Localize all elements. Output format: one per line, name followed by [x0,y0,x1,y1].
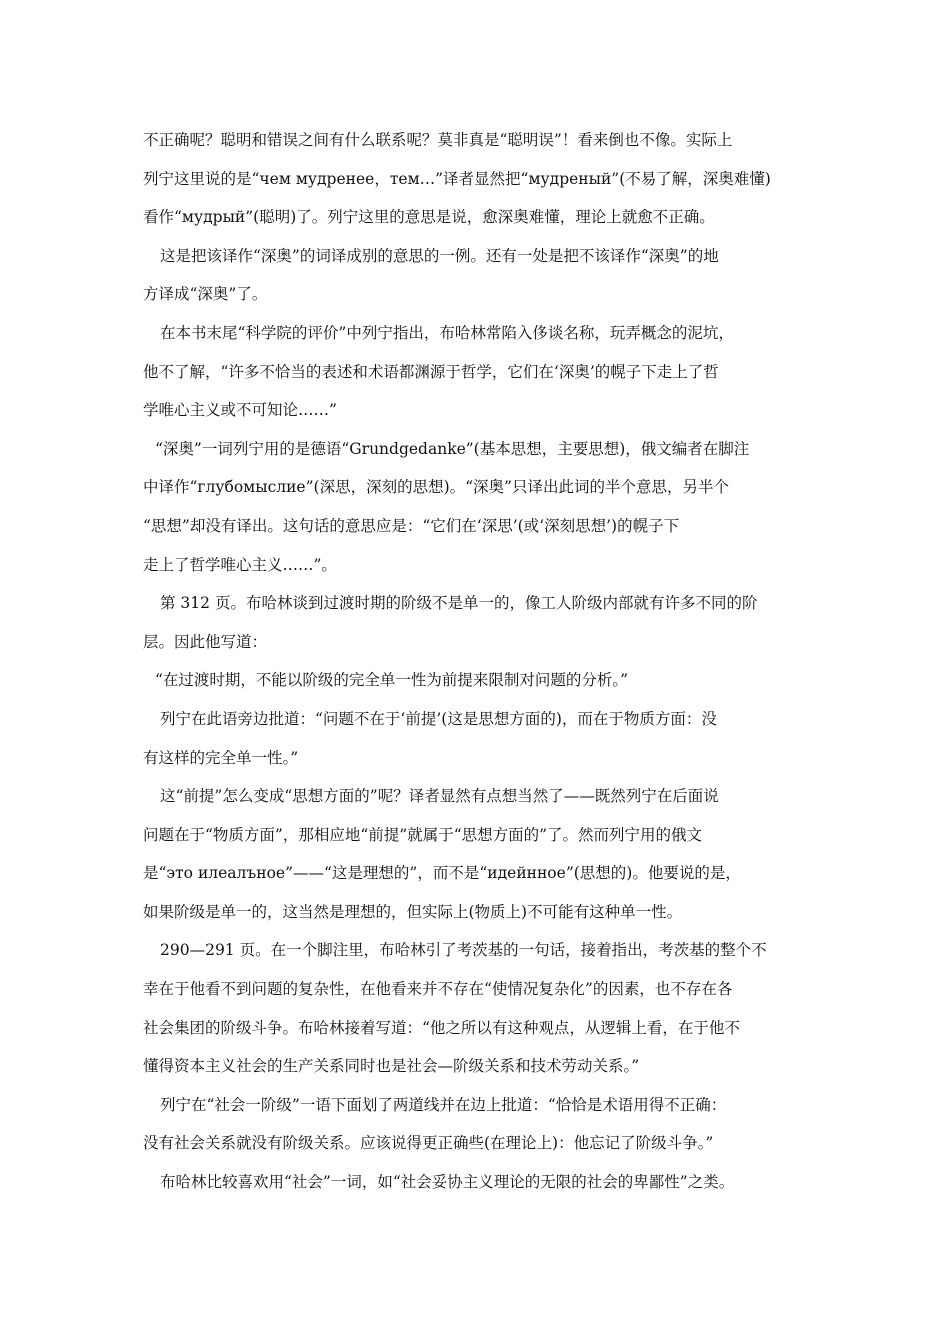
text-line-8: 学唯心主义或不可知论……” [143,401,337,420]
text-line-22: 290—291 页。在一个脚注里，布哈林引了考茨基的一句话，接着指出，考茨基的整个不 [160,941,767,960]
text-line-2: 列宁这里说的是“чем мудренее，тем…”译者显然把“мудреный”(不易了解，深奥难懂) [143,169,771,188]
text-line-26: 列宁在“社会一阶级”一语下面划了两道线并在边上批道：“恰恰是术语用得不正确： [160,1095,727,1114]
text-line-7: 他不了解，“许多不恰当的表述和术语都渊源于哲学，它们在‘深奥’的幌子下走上了哲 [143,362,719,381]
text-line-9: “深奥”一词列宁用的是德语“Grundgedanke”(基本思想，主要思想)，俄文编者在脚注 [155,439,750,458]
text-line-17: 有这样的完全单一性。” [143,748,299,767]
text-line-16: 列宁在此语旁边批道：“问题不在于‘前提’(这是思想方面的)，而在于物质方面：没 [160,709,717,728]
text-line-10: 中译作“глубомыслие”(深思，深刻的思想)。“深奥”只译出此词的半个意思，另半个 [143,478,729,497]
text-line-14: 层。因此他写道： [143,632,268,651]
text-line-1: 不正确呢？聪明和错误之间有什么联系呢？莫非真是“聪明误”！看来倒也不像。实际上 [143,131,733,149]
text-line-15: “在过渡时期，不能以阶级的完全单一性为前提来限制对问题的分析。” [155,671,629,690]
text-line-23: 幸在于他看不到问题的复杂性，在他看来并不存在“使情况复杂化”的因素，也不存在各 [143,980,733,999]
text-line-24: 社会集团的阶级斗争。布哈林接着写道：“他之所以有这种观点，从逻辑上看，在于他不 [143,1018,740,1037]
text-line-3: 看作“мудрый”(聪明)了。列宁这里的意思是说，愈深奥难懂，理论上就愈不正确。 [143,208,715,227]
text-line-21: 如果阶级是单一的，这当然是理想的，但实际上(物质上)不可能有这种单一性。 [143,902,683,921]
text-line-11: “思想”却没有译出。这句话的意思应是：“它们在‘深思’(或‘深刻思想’)的幌子下 [143,516,680,535]
text-line-27: 没有社会关系就没有阶级关系。应该说得更正确些(在理论上)：他忘记了阶级斗争。” [143,1134,714,1153]
text-line-5: 方译成“深奥”了。 [143,285,268,304]
text-line-19: 问题在于“物质方面”，那相应地“前提”就属于“思想方面的”了。然而列宁用的俄文 [143,825,703,844]
text-line-25: 懂得资本主义社会的生产关系同时也是社会—阶级关系和技术劳动关系。” [143,1057,640,1076]
text-line-12: 走上了哲学唯心主义……”。 [143,555,337,574]
document-body [143,121,823,1202]
text-line-6: 在本书末尾“科学院的评价”中列宁指出，布哈林常陷入侈谈名称，玩弄概念的泥坑， [160,323,734,342]
text-line-13: 第 312 页。布哈林谈到过渡时期的阶级不是单一的，像工人阶级内部就有许多不同的阶 [160,594,758,613]
text-line-18: 这“前提”怎么变成“思想方面的”呢？译者显然有点想当然了——既然列宁在后面说 [160,787,719,806]
text-line-4: 这是把该译作“深奥”的词译成别的意思的一例。还有一处是把不该译作“深奥”的地 [160,246,719,265]
text-line-20: 是“это илеалъное”——“这是理想的”，而不是“идейнное”(思想的)。他要说的是， [143,864,741,883]
text-line-28: 布哈林比较喜欢用“社会”一词，如“社会妥协主义理论的无限的社会的卑鄙性”之类。 [160,1173,735,1192]
